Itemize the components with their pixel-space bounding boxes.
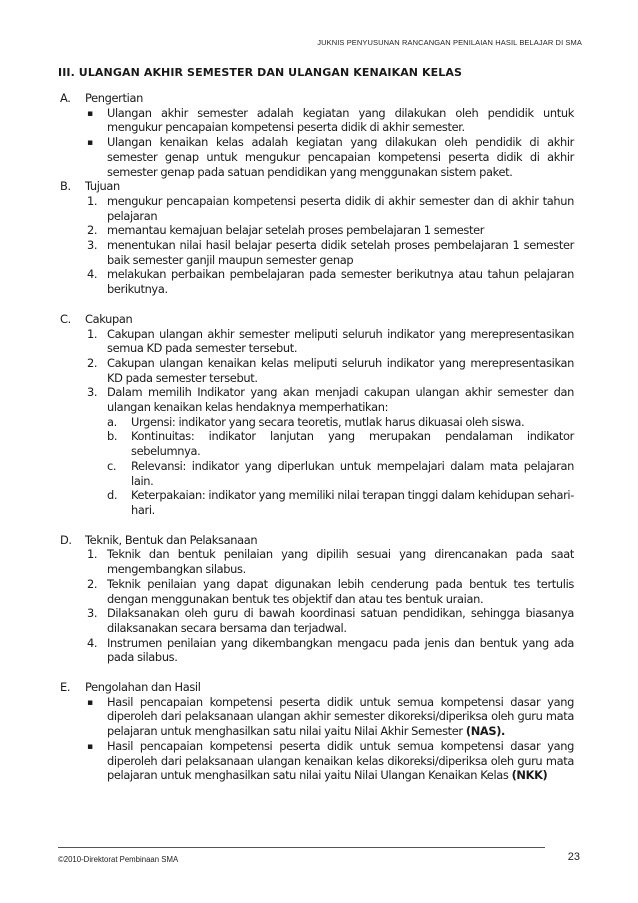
square-bullet-icon: ▪ <box>87 138 93 149</box>
sub-list-item-text: Urgensi: indikator yang secara teoretis, mutlak harus dikuasai oleh siswa. <box>131 414 525 429</box>
list-item <box>60 135 574 179</box>
list-item <box>60 106 574 135</box>
nas-abbreviation: (NAS). <box>465 724 506 739</box>
list-item <box>60 636 574 665</box>
square-bullet-icon: ▪ <box>87 741 93 752</box>
sub-list-marker: d. <box>107 488 118 503</box>
list-marker: 2. <box>87 355 98 370</box>
list-item <box>60 223 574 238</box>
sub-list-marker: c. <box>107 458 117 473</box>
list-marker: 4. <box>87 635 98 650</box>
list-item-text: Dilaksanakan oleh guru di bawah koordinasi satuan pendidikan, sehingga biasanya dilaksanakan secara bersama dan terjadwal. <box>107 606 574 635</box>
sub-list-item-text: Keterpakaian: indikator yang memiliki nilai terapan tinggi dalam kehidupan sehari-hari. <box>131 488 574 517</box>
list-item <box>60 356 574 385</box>
section-c <box>60 312 574 518</box>
list-item-text: memantau kemajuan belajar setelah proses pembelajaran 1 semester <box>107 223 485 238</box>
section-heading-text: Pengolahan dan Hasil <box>85 680 201 695</box>
sub-list-item <box>60 429 574 458</box>
list-item-text: Teknik dan bentuk penilaian yang dipilih sesuai yang direncanakan pada saat mengembangkan silabus. <box>107 547 574 577</box>
list-item <box>60 238 574 267</box>
document-body <box>60 91 574 798</box>
section-marker: C. <box>60 311 71 326</box>
list-item-text: Cakupan ulangan kenaikan kelas meliputi seluruh indikator yang merepresentasikan KD pada semester tersebut. <box>107 355 574 385</box>
section-heading-text: Cakupan <box>85 311 133 326</box>
list-item <box>60 739 574 783</box>
sub-list-item-text: Relevansi: indikator yang diperlukan untuk mempelajari dalam mata pelajaran lain. <box>131 458 574 488</box>
section-b <box>60 179 574 297</box>
section-title: III. ULANGAN AKHIR SEMESTER DAN ULANGAN KENAIKAN KELAS <box>58 66 463 79</box>
footer-copyright: ©2010-Direktorat Pembinaan SMA <box>58 855 179 864</box>
list-marker: 1. <box>87 547 98 562</box>
sub-list-item <box>60 415 574 430</box>
list-item <box>60 267 574 296</box>
sub-list-item <box>60 488 574 517</box>
list-item-text: Cakupan ulangan akhir semester meliputi seluruh indikator yang merepresentasikan semua KD pada semester tersebut. <box>107 326 574 356</box>
nkk-abbreviation: (NKK) <box>511 768 548 783</box>
section-marker: E. <box>60 680 71 695</box>
square-bullet-icon: ▪ <box>87 697 93 708</box>
list-item <box>60 327 574 356</box>
section-d-heading <box>60 533 574 548</box>
list-item-text: Dalam memilih Indikator yang akan menjadi cakupan ulangan akhir semester dan ulangan kenaikan kelas hendaknya memperhatikan: <box>107 385 574 415</box>
list-item-text: menentukan nilai hasil belajar peserta didik setelah proses pembelajaran 1 semester baik semester ganjil maupun semester genap <box>107 238 574 267</box>
list-item <box>60 194 574 223</box>
section-c-heading <box>60 312 574 327</box>
list-marker: 1. <box>87 193 98 208</box>
list-item-text: Hasil pencapaian kompetensi peserta didik untuk semua kompetensi dasar yang diperoleh dari pelaksanaan ulangan akhir semester dikoreksi/diperiksa oleh guru mata pelajaran untuk menghasilkan satu nilai yaitu Nilai Akhir Semester <box>107 694 574 739</box>
list-item <box>60 606 574 635</box>
sub-list-marker: a. <box>107 414 117 429</box>
section-a <box>60 91 574 179</box>
list-item-text: Instrumen penilaian yang dikembangkan mengacu pada jenis dan bentuk yang ada pada silabus. <box>107 635 574 665</box>
section-marker: D. <box>60 532 72 547</box>
section-a-heading <box>60 91 574 106</box>
section-heading-text: Pengertian <box>85 91 143 105</box>
list-marker: 3. <box>87 606 98 621</box>
list-item-text: Ulangan akhir semester adalah kegiatan yang dilakukan oleh pendidik untuk mengukur pencapaian kompetensi peserta didik di akhir semester. <box>107 105 574 135</box>
sub-list-item-text: Kontinuitas: indikator lanjutan yang merupakan pendalaman indikator sebelumnya. <box>131 429 574 459</box>
list-item-text: Ulangan kenaikan kelas adalah kegiatan yang dilakukan oleh pendidik di akhir semester genap untuk mengukur pencapaian kompetensi peserta didik di akhir semester genap pada satuan pendidikan yang menggunakan sistem paket. <box>107 135 574 179</box>
list-marker: 4. <box>87 267 98 282</box>
section-d <box>60 533 574 665</box>
page-number: 23 <box>567 851 580 863</box>
list-item <box>60 695 574 739</box>
section-e-heading <box>60 680 574 695</box>
footer-divider <box>58 847 545 848</box>
list-marker: 1. <box>87 326 98 341</box>
section-heading-text: Teknik, Bentuk dan Pelaksanaan <box>85 532 258 547</box>
list-marker: 2. <box>87 576 98 591</box>
list-item-text: mengukur pencapaian kompetensi peserta didik di akhir semester dan di akhir tahun pelajaran <box>107 193 574 223</box>
list-item-text: Hasil pencapaian kompetensi peserta didik untuk semua kompetensi dasar yang diperoleh dari pelaksanaan ulangan kenaikan kelas dikoreksi/diperiksa oleh guru mata pelajaran untuk menghasilkan satu nilai yaitu Nilai Ulangan Kenaikan Kelas <box>107 738 574 783</box>
list-item <box>60 385 574 414</box>
list-marker: 3. <box>87 385 98 400</box>
list-item <box>60 547 574 576</box>
section-heading-text: Tujuan <box>85 179 120 194</box>
section-marker: B. <box>60 179 71 194</box>
section-e <box>60 680 574 783</box>
running-header: JUKNIS PENYUSUNAN RANCANGAN PENILAIAN HASIL BELAJAR DI SMA <box>317 38 582 47</box>
list-marker: 2. <box>87 223 98 238</box>
list-marker: 3. <box>87 238 98 253</box>
sub-list-marker: b. <box>107 429 118 444</box>
list-item-text: melakukan perbaikan pembelajaran pada semester berikutnya atau tahun pelajaran berikutnya. <box>107 267 574 297</box>
list-item <box>60 577 574 606</box>
section-marker: A. <box>60 91 71 105</box>
list-item-text: Teknik penilaian yang dapat digunakan lebih cenderung pada bentuk tes tertulis dengan menggunakan bentuk tes objektif dan atau tes bentuk uraian. <box>107 576 574 606</box>
section-b-heading <box>60 179 574 194</box>
square-bullet-icon: ▪ <box>87 108 93 119</box>
sub-list-item <box>60 459 574 488</box>
